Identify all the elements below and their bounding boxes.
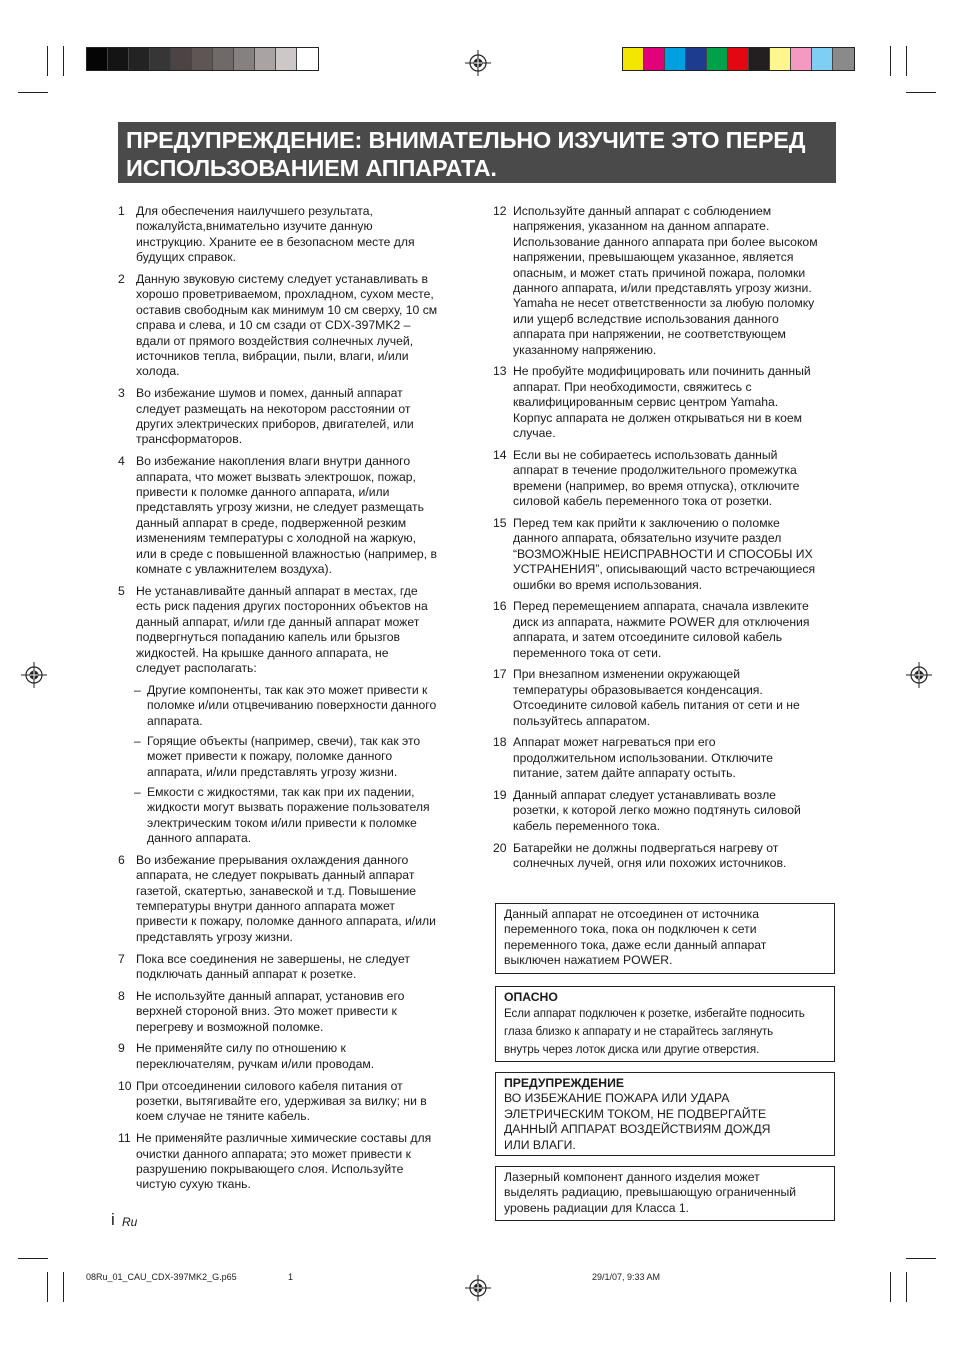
list-item [118, 1079, 460, 1125]
box-text-line: выключен нажатием POWER. [504, 953, 673, 968]
item-text-line: переключателям, ручкам и/или проводам. [136, 1056, 375, 1071]
page-title-line-1: ПРЕДУПРЕЖДЕНИЕ: ВНИМАТЕЛЬНО ИЗУЧИТЕ ЭТО ПЕРЕД [126, 127, 806, 153]
list-item [118, 1131, 460, 1193]
item-text-line: температуры образовывается конденсация. [513, 682, 763, 697]
box-text-line: ВО ИЗБЕЖАНИЕ ПОЖАРА ИЛИ УДАРА [504, 1091, 730, 1106]
right-column-safety-list [495, 204, 840, 878]
sub-item-text-line: данного аппарата. [147, 830, 252, 845]
item-number: 8 [118, 988, 125, 1003]
list-item [495, 516, 840, 593]
item-text-line: пожалуйста,внимательно изучите данную [136, 219, 373, 234]
color-swatch [87, 48, 108, 70]
color-swatch [686, 48, 707, 70]
color-swatch [623, 48, 644, 70]
item-text-line: газетой, скатертью, занавеской и т.д. Повышение [136, 883, 417, 898]
list-item [118, 204, 460, 266]
item-text-line: “ВОЗМОЖНЫЕ НЕИСПРАВНОСТИ И СПОСОБЫ ИХ [513, 546, 813, 561]
list-item [495, 841, 840, 872]
item-number: 17 [493, 667, 507, 682]
item-text-line: или ущерб вследствие использования данного [513, 311, 779, 326]
danger-body [504, 1005, 826, 1059]
list-item [118, 584, 460, 676]
item-text-line: Корпус аппарата не должен открываться ни в коем [513, 410, 803, 425]
item-text-line: Не используйте данный аппарат, установив его [136, 988, 405, 1003]
box-text-line: глаза близко к аппарату и не старайтесь заглянуть [504, 1025, 774, 1039]
item-text-line: солнечных лучей, огня или похожих источников. [513, 855, 787, 870]
item-number: 12 [493, 204, 507, 218]
item-number: 7 [118, 951, 125, 966]
item-text-line: При отсоединении силового кабеля питания от [136, 1078, 403, 1093]
item-text-line: будущих справок. [136, 250, 237, 265]
sub-item-dash: – [134, 784, 141, 799]
item-text-line: следует располагать: [136, 660, 257, 675]
item-text-line: подключать данный аппарат к розетке. [136, 967, 357, 982]
list-item [495, 667, 840, 729]
page-title-line-2: ИСПОЛЬЗОВАНИЕМ АППАРАТА. [126, 155, 497, 181]
sub-item-text-line: Другие компоненты, так как это может привести к [147, 682, 428, 697]
item-text-line: пользуйтесь аппаратом. [513, 713, 651, 728]
item-number: 15 [493, 515, 507, 530]
color-calibration-bar [622, 47, 855, 71]
item-text-line: верхней стороной вниз. Это может привести к [136, 1004, 397, 1019]
item-number: 6 [118, 852, 125, 867]
item-text-line: Данный аппарат следует устанавливать возле [513, 787, 776, 802]
item-text-line: Во избежание шумов и помех, данный аппарат [136, 386, 403, 401]
item-text-line: Если вы не собираетесь использовать данный [513, 447, 778, 462]
item-number: 14 [493, 447, 507, 462]
box-text-line: внутрь через лоток диска или другие отверстия. [504, 1043, 760, 1057]
item-text-line: переменного тока от сети. [513, 645, 662, 660]
item-text-line: представлять угрозу жизни, не следует размещать [136, 500, 424, 515]
list-item [118, 853, 460, 945]
list-item [118, 952, 460, 983]
item-number: 18 [493, 735, 507, 750]
item-text-line: напряжении, превышающем указанное, является [513, 250, 794, 265]
color-swatch [812, 48, 833, 70]
color-swatch [770, 48, 791, 70]
item-text-line: изменениям температуры с холодной на жаркую, [136, 531, 417, 546]
item-text-line: Не устанавливайте данный аппарат в местах, где [136, 583, 418, 598]
sub-item-dash: – [134, 733, 141, 748]
box-text-line: уровень радиации для Класса 1. [504, 1200, 690, 1215]
item-text-line: указанному напряжению. [513, 342, 657, 357]
item-text-line: Батарейки не должны подвергаться нагреву от [513, 840, 779, 855]
item-text-line: оставив свободным как минимум 10 см сверху, 10 см [136, 302, 438, 317]
page-title [118, 122, 836, 183]
item-text-line: аппарата, не следует покрывать данный аппарат [136, 868, 415, 883]
box-text-line: ЭЛЕТРИЧЕСКИМ ТОКОМ, НЕ ПОДВЕРГАЙТЕ [504, 1106, 767, 1121]
color-swatch [833, 48, 854, 70]
item-text-line: очистки данного аппарата; это может привести к [136, 1146, 411, 1161]
sub-item-text-line: электрическим током и/или привести к поломке [147, 815, 417, 830]
color-swatch [749, 48, 770, 70]
item-text-line: перегреву и возможной поломке. [136, 1019, 324, 1034]
item-text-line: данный аппарат в среде, подверженной резким [136, 515, 407, 530]
item-text-line: диск из аппарата, нажмите POWER для отключения [513, 614, 810, 629]
sub-item-text-line: жидкости могут вызвать поражение пользователя [147, 800, 430, 815]
item-text-line: Не применяйте силу по отношению к [136, 1041, 346, 1056]
footer-datetime: 29/1/07, 9:33 AM [592, 1272, 661, 1282]
footer-page: 1 [288, 1272, 294, 1282]
color-swatch [213, 48, 234, 70]
item-text-line: Данную звуковую систему следует устанавливать в [136, 272, 428, 287]
list-item [118, 386, 460, 448]
item-text-line: вдали от прямого воздействия солнечных лучей, [136, 333, 414, 348]
item-text-line: продолжительном использовании. Отключите [513, 750, 773, 765]
item-text-line: силовой кабель переменного тока от розетки. [513, 494, 773, 509]
color-swatch [171, 48, 192, 70]
list-item [495, 364, 840, 441]
item-text-line: Используйте данный аппарат с соблюдением [513, 204, 772, 218]
item-text-line: данного аппарата, обязательно изучите раздел [513, 531, 782, 546]
color-swatch [150, 48, 171, 70]
warning-notice-box [495, 1072, 835, 1156]
item-text-line: напряжения, указанном на данном аппарате. [513, 219, 770, 234]
item-text-line: Перед тем как прийти к заключению о поломке [513, 515, 780, 530]
item-text-line: данный аппарат, и/или где данный аппарат может [136, 614, 420, 629]
item-text-line: аппарата, и затем отсоедините силовой кабель [513, 630, 783, 645]
item-text-line: Для обеспечения наилучшего результата, [136, 204, 373, 218]
registration-mark-icon [21, 662, 47, 688]
sub-item-text-line: аппарата. [147, 713, 203, 728]
power-notice-box [495, 903, 835, 974]
item-text-line: УСТРАНЕНИЯ”, описывающий часто встречающиеся [513, 562, 816, 577]
list-item [495, 448, 840, 510]
item-text-line: розетки, к которой легко можно подтянуть силовой [513, 803, 801, 818]
item-text-line: Перед перемещением аппарата, сначала извлеките [513, 599, 809, 614]
color-swatch [129, 48, 150, 70]
sub-list-item [118, 785, 460, 847]
item-text-line: источников тепла, вибрации, пыли, влаги, и/или [136, 349, 409, 364]
color-swatch [297, 48, 318, 70]
box-text-line: переменного тока, даже если данный аппарат [504, 937, 767, 952]
color-swatch [255, 48, 276, 70]
item-text-line: комнате с увлажнителем воздуха). [136, 562, 332, 577]
page-language: Ru [122, 1215, 138, 1229]
item-text-line: разрушению покрывающего слоя. Используйте [136, 1162, 404, 1177]
list-item [118, 1041, 460, 1072]
color-swatch [276, 48, 297, 70]
item-text-line: подвергнуться попаданию капель или брызгов [136, 630, 400, 645]
item-text-line: Пока все соединения не завершены, не следует [136, 951, 410, 966]
item-text-line: розетки, вытягивайте его, удерживая за вилку; ни в [136, 1094, 427, 1109]
color-swatch [665, 48, 686, 70]
item-text-line: Во избежание накопления влаги внутри данного [136, 454, 411, 469]
sub-list-item [118, 683, 460, 729]
list-item [118, 454, 460, 577]
item-text-line: кабель переменного тока. [513, 818, 661, 833]
item-number: 9 [118, 1041, 125, 1056]
warning-body [504, 1091, 826, 1153]
item-text-line: опасным, и может стать причиной пожара, поломки [513, 265, 806, 280]
item-text-line: питание, затем дайте аппарату остыть. [513, 766, 736, 781]
box-text-line: ДАННЫЙ АППАРАТ ВОЗДЕЙСТВИЯМ ДОЖДЯ [504, 1122, 771, 1137]
color-swatch [791, 48, 812, 70]
item-number: 19 [493, 787, 507, 802]
item-text-line: Аппарат может нагреваться при его [513, 735, 716, 750]
item-text-line: или в среде с повышенной влажностью (например, в [136, 546, 437, 561]
item-text-line: Не пробуйте модифицировать или починить данный [513, 364, 811, 379]
item-text-line: привести к пожару, поломке данного аппарата, и/или [136, 914, 436, 929]
sub-item-text-line: может привести к пожару, поломке данного [147, 749, 393, 764]
item-text-line: Не применяйте различные химические составы для [136, 1131, 432, 1146]
list-item [495, 204, 840, 358]
item-text-line: При внезапном изменении окружающей [513, 667, 741, 682]
list-item [495, 788, 840, 834]
item-text-line: чистую сухую ткань. [136, 1177, 251, 1192]
item-text-line: аппарата при напряжении, не соответствующем [513, 327, 786, 342]
item-text-line: Отсоедините силовой кабель питания от сети и не [513, 698, 800, 713]
item-text-line: хорошо проветриваемом, прохладном, сухом месте, [136, 287, 434, 302]
registration-mark-icon [906, 662, 932, 688]
warning-heading: ПРЕДУПРЕЖДЕНИЕ [504, 1076, 624, 1090]
item-text-line: привести к поломке данного аппарата, и/или [136, 485, 390, 500]
item-text-line: есть риск падения других посторонних объектов на [136, 599, 428, 614]
box-text-line: выделять радиацию, превышающую ограниченный [504, 1185, 797, 1200]
danger-notice-box [495, 986, 835, 1062]
sub-item-text-line: аппарата, и/или представлять угрозу жизни. [147, 764, 398, 779]
item-text-line: квалифицированным сервис центром Yamaha. [513, 395, 779, 410]
item-number: 20 [493, 840, 507, 855]
color-swatch [192, 48, 213, 70]
registration-mark-icon [465, 1275, 491, 1301]
item-text-line: аппарат. При необходимости, свяжитесь с [513, 379, 752, 394]
item-text-line: аппарат в течение продолжительного промежутка [513, 463, 797, 478]
item-text-line: следует размещать на некотором расстоянии от [136, 401, 411, 416]
item-text-line: жидкостей. На крышке данного аппарата, не [136, 645, 389, 660]
color-swatch [108, 48, 129, 70]
item-text-line: коем случае не тяните кабель. [136, 1109, 311, 1124]
item-text-line: справа и слева, и 10 см сзади от CDX-397MK2 – [136, 318, 411, 333]
item-number: 16 [493, 599, 507, 614]
sub-item-dash: – [134, 682, 141, 697]
item-text-line: Во избежание прерывания охлаждения данного [136, 852, 409, 867]
page-number: i [111, 1210, 115, 1229]
item-number: 4 [118, 454, 125, 469]
box-text-line: переменного тока, пока он подключен к сети [504, 922, 757, 937]
item-text-line: данного аппарата, и/или представлять угрозу жизни. [513, 281, 812, 296]
item-number: 5 [118, 583, 125, 598]
item-number: 10 [118, 1078, 132, 1093]
item-text-line: Yamaha не несет ответственности за любую поломку [513, 296, 815, 311]
list-item [118, 989, 460, 1035]
item-text-line: случае. [513, 426, 556, 441]
box-text-line: Лазерный компонент данного изделия может [504, 1170, 760, 1184]
item-text-line: аппарата, что может вызвать электрошок, пожар, [136, 469, 416, 484]
grayscale-calibration-bar [86, 47, 319, 71]
color-swatch [234, 48, 255, 70]
footer-filename: 08Ru_01_CAU_CDX-397MK2_G.p65 [86, 1272, 237, 1282]
color-swatch [644, 48, 665, 70]
danger-heading: ОПАСНО [504, 990, 558, 1004]
item-number: 2 [118, 272, 125, 287]
item-text-line: ошибки во время использования. [513, 577, 703, 592]
box-text-line: ИЛИ ВЛАГИ. [504, 1137, 576, 1152]
laser-notice-box [495, 1166, 835, 1221]
registration-mark-icon [465, 50, 491, 76]
item-text-line: температуры внутри данного аппарата может [136, 899, 395, 913]
item-number: 11 [118, 1131, 131, 1146]
item-number: 1 [118, 204, 125, 218]
item-number: 13 [493, 364, 507, 379]
list-item [118, 272, 460, 380]
item-text-line: представлять угрозу жизни. [136, 929, 293, 944]
item-text-line: времени (например, во время отпуска), отключите [513, 478, 800, 493]
item-number: 3 [118, 386, 125, 401]
sub-item-text-line: Емкости с жидкостями, так как при их падении, [147, 784, 415, 799]
sub-item-text-line: Горящие объекты (например, свечи), так как это [147, 733, 421, 748]
box-text-line: Если аппарат подключен к розетке, избегайте подносить [504, 1007, 805, 1021]
color-swatch [707, 48, 728, 70]
color-swatch [728, 48, 749, 70]
box-text-line: Данный аппарат не отсоединен от источника [504, 907, 759, 921]
sub-item-text-line: поломке и/или отцвечиванию поверхности данного [147, 698, 437, 713]
item-text-line: холода. [136, 364, 180, 379]
item-text-line: трансформаторов. [136, 432, 243, 447]
sub-list-item [118, 734, 460, 780]
list-item [495, 735, 840, 781]
left-column-safety-list [118, 204, 460, 1199]
list-item [495, 599, 840, 661]
item-text-line: других электрических приборов, двигателей, или [136, 417, 414, 432]
item-text-line: инструкцию. Храните ее в безопасном месте для [136, 234, 415, 249]
item-text-line: Использование данного аппарата при более высоком [513, 234, 818, 249]
